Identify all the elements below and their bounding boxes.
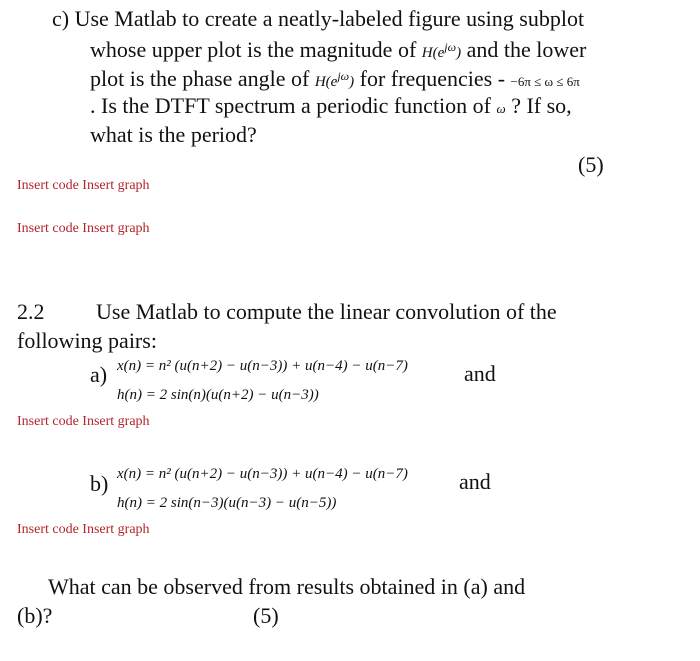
observation-marks: (5) xyxy=(253,603,279,628)
h-ejw-symbol: $H(e^{j\omega})$ xyxy=(421,40,462,61)
part-a-h-equation: h(n) = 2 sin(n)(u(n+2) − u(n−3)) xyxy=(117,387,319,403)
part-b-and: and xyxy=(459,469,491,494)
part-c-line-3b: for frequencies - xyxy=(359,66,506,91)
part-c-line-1: c) Use Matlab to create a neatly-labeled figure using subplot xyxy=(52,6,585,31)
part-b-h-equation: h(n) = 2 sin(n−3)(u(n−3) − u(n−5)) xyxy=(117,495,337,511)
omega-symbol: ω xyxy=(496,101,506,116)
insert-code-graph-3[interactable]: Insert code Insert graph xyxy=(17,414,150,429)
part-c-line-2b: and the lower xyxy=(466,37,587,62)
part-c-line-2a: whose upper plot is the magnitude of xyxy=(90,37,417,62)
h-ejw-symbol-2: $H(e^{j\omega})$ xyxy=(314,69,355,90)
part-c-line-4a: . Is the DTFT spectrum a periodic function of xyxy=(90,93,491,118)
observation-line-2: (b)? xyxy=(17,603,53,628)
part-b-x-equation: x(n) = n² (u(n+2) − u(n−3)) + u(n−4) − u(n−7) xyxy=(117,466,408,482)
part-c-line-4 xyxy=(90,91,572,123)
part-c-marks: (5) xyxy=(578,152,604,177)
insert-code-graph-4[interactable]: Insert code Insert graph xyxy=(17,522,150,537)
section-number: 2.2 xyxy=(17,299,45,324)
part-c-line-3a: plot is the phase angle of xyxy=(90,66,310,91)
observation-line-1: What can be observed from results obtained in (a) and xyxy=(48,574,526,599)
part-a-label: a) xyxy=(90,362,108,387)
part-b-label: b) xyxy=(90,471,109,496)
section-22-line-1: Use Matlab to compute the linear convolution of the xyxy=(96,299,557,324)
part-c-line-5: what is the period? xyxy=(90,122,257,147)
part-a-and: and xyxy=(464,361,496,386)
part-c-line-4b: ? If so, xyxy=(511,93,572,118)
part-a-x-equation: x(n) = n² (u(n+2) − u(n−3)) + u(n−4) − u(n−7) xyxy=(117,358,408,374)
frequency-range: −6π ≤ ω ≤ 6π xyxy=(510,74,580,89)
insert-code-graph-2[interactable]: Insert code Insert graph xyxy=(17,221,150,236)
insert-code-graph-1[interactable]: Insert code Insert graph xyxy=(17,178,150,193)
section-22-line-2: following pairs: xyxy=(17,328,157,353)
